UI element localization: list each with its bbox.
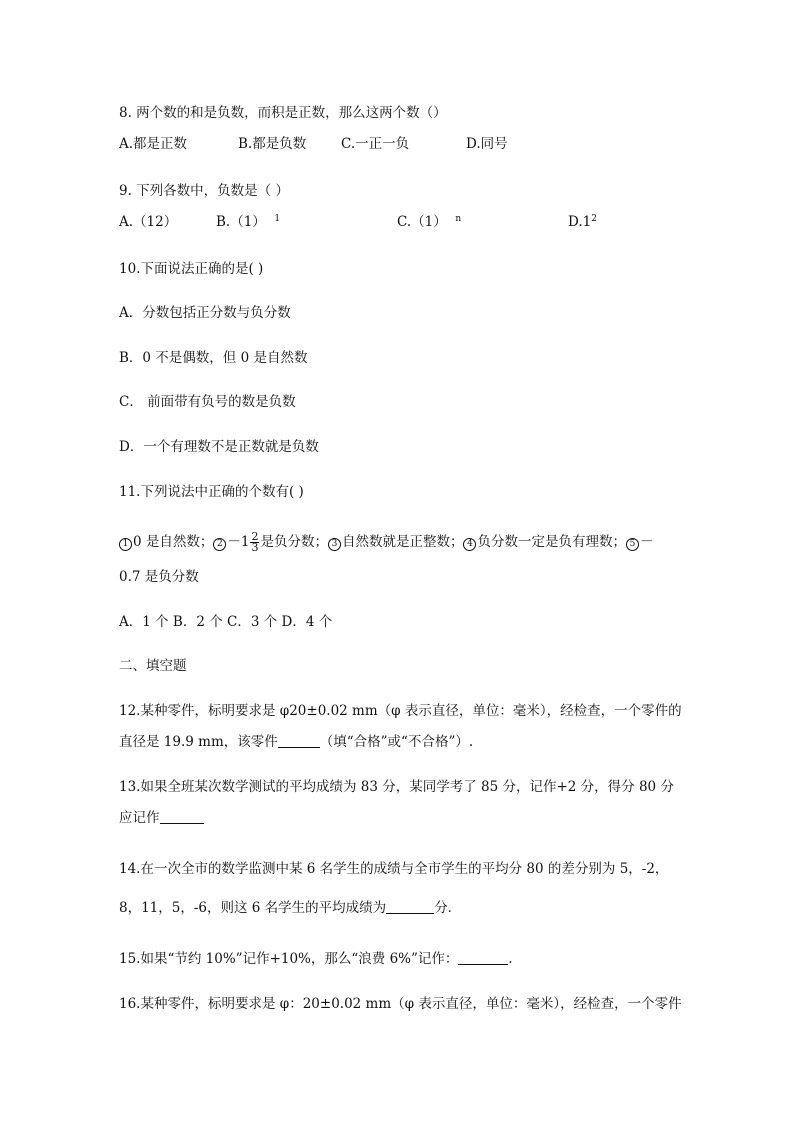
q11-s5-text: － bbox=[639, 534, 654, 550]
q14-answer-blank[interactable] bbox=[386, 900, 434, 914]
q12-line2 bbox=[119, 733, 473, 751]
q14-line2-post: 分． bbox=[434, 900, 462, 916]
q13-line2 bbox=[119, 809, 204, 827]
q16-line1: 16.某种零件，标明要求是 φ：20±0.02 mm（φ 表示直径，单位：毫米），经检查，一个零件 bbox=[119, 996, 682, 1012]
q9-d-exponent: 2 bbox=[591, 214, 597, 224]
q11-statements-line1 bbox=[119, 532, 653, 553]
q8-option-c: C.一正一负 bbox=[341, 136, 410, 152]
q12-line2-pre: 直径是 19.9 mm，该零件 bbox=[119, 734, 278, 750]
q10-option-c: C． 前面带有负号的数是负数 bbox=[119, 394, 296, 410]
q14-line1: 14.在一次全市的数学监测中某 6 名学生的成绩与全市学生的平均分 80 的差分别为 5，-2， bbox=[119, 861, 669, 877]
q11-stem: 11.下列说法中正确的个数有( ) bbox=[119, 484, 304, 500]
q12-line1: 12.某种零件，标明要求是 φ20±0.02 mm（φ 表示直径，单位：毫米），经检查，一个零件的 bbox=[119, 703, 682, 719]
q10-option-a: A．分数包括正分数与负分数 bbox=[119, 305, 291, 321]
q9-stem: 9. 下列各数中，负数是（ ） bbox=[119, 183, 289, 199]
section-title-fill-in: 二、填空题 bbox=[119, 658, 187, 674]
q11-s3-text: 自然数就是正整数； bbox=[341, 534, 464, 550]
q12-answer-blank[interactable] bbox=[278, 734, 320, 748]
q14-line2-pre: 8，11，5，-6，则这 6 名学生的平均成绩为 bbox=[119, 900, 387, 916]
q9-d-base: D.1 bbox=[568, 214, 592, 230]
q13-line1: 13.如果全班某次数学测试的平均成绩为 83 分，某同学考了 85 分，记作+2 分，得分 80 分 bbox=[119, 779, 674, 795]
q15-pre: 15.如果“节约 10%”记作+10%，那么“浪费 6%”记作： bbox=[119, 951, 459, 967]
fraction-denominator: 3 bbox=[251, 541, 259, 554]
q12-line2-post: （填“合格”或“不合格”）. bbox=[319, 734, 474, 750]
circled-number-5: 5 bbox=[626, 538, 639, 551]
q10-stem: 10.下面说法正确的是( ) bbox=[119, 261, 264, 277]
q13-line2-text: 应记作 bbox=[119, 810, 160, 826]
q9-option-b bbox=[216, 213, 280, 233]
q11-s1-text: 0 是自然数； bbox=[133, 534, 214, 550]
q15-line bbox=[119, 950, 522, 968]
circled-number-4: 4 bbox=[463, 538, 476, 551]
q15-answer-blank[interactable] bbox=[458, 951, 508, 965]
q9-option-c bbox=[397, 213, 461, 233]
q9-c-base: C.（1） bbox=[397, 214, 447, 230]
q9-b-base: B.（1） bbox=[216, 214, 266, 230]
fraction-two-thirds bbox=[250, 532, 259, 553]
q13-answer-blank[interactable] bbox=[160, 810, 204, 824]
circled-number-3: 3 bbox=[328, 538, 341, 551]
q15-post: ． bbox=[508, 951, 522, 967]
q11-s2-post: 是负分数； bbox=[260, 534, 328, 550]
q9-b-exponent: 1 bbox=[274, 214, 281, 224]
q8-option-a: A.都是正数 bbox=[119, 136, 188, 152]
q9-c-exponent: n bbox=[455, 214, 462, 224]
circled-number-1: 1 bbox=[119, 538, 132, 551]
q11-options: A．1 个 B．2 个 C．3 个 D．4 个 bbox=[119, 614, 333, 630]
q9-option-a: A.（12） bbox=[119, 214, 178, 230]
q11-s2-pre: －1 bbox=[227, 534, 250, 550]
q9-option-d bbox=[568, 213, 597, 233]
q11-s4-text: 负分数一定是负有理数； bbox=[477, 534, 626, 550]
q8-option-d: D.同号 bbox=[466, 136, 508, 152]
q10-option-d: D．一个有理数不是正数就是负数 bbox=[119, 439, 319, 455]
circled-number-2: 2 bbox=[213, 538, 226, 551]
q8-stem: 8. 两个数的和是负数，而积是正数，那么这两个数（） bbox=[119, 105, 447, 121]
q14-line2 bbox=[119, 899, 461, 917]
q11-statements-line2: 0.7 是负分数 bbox=[119, 569, 199, 585]
q10-option-b: B．0 不是偶数，但 0 是自然数 bbox=[119, 350, 308, 366]
q8-option-b: B.都是负数 bbox=[238, 136, 307, 152]
fraction-numerator: 2 bbox=[251, 530, 259, 543]
